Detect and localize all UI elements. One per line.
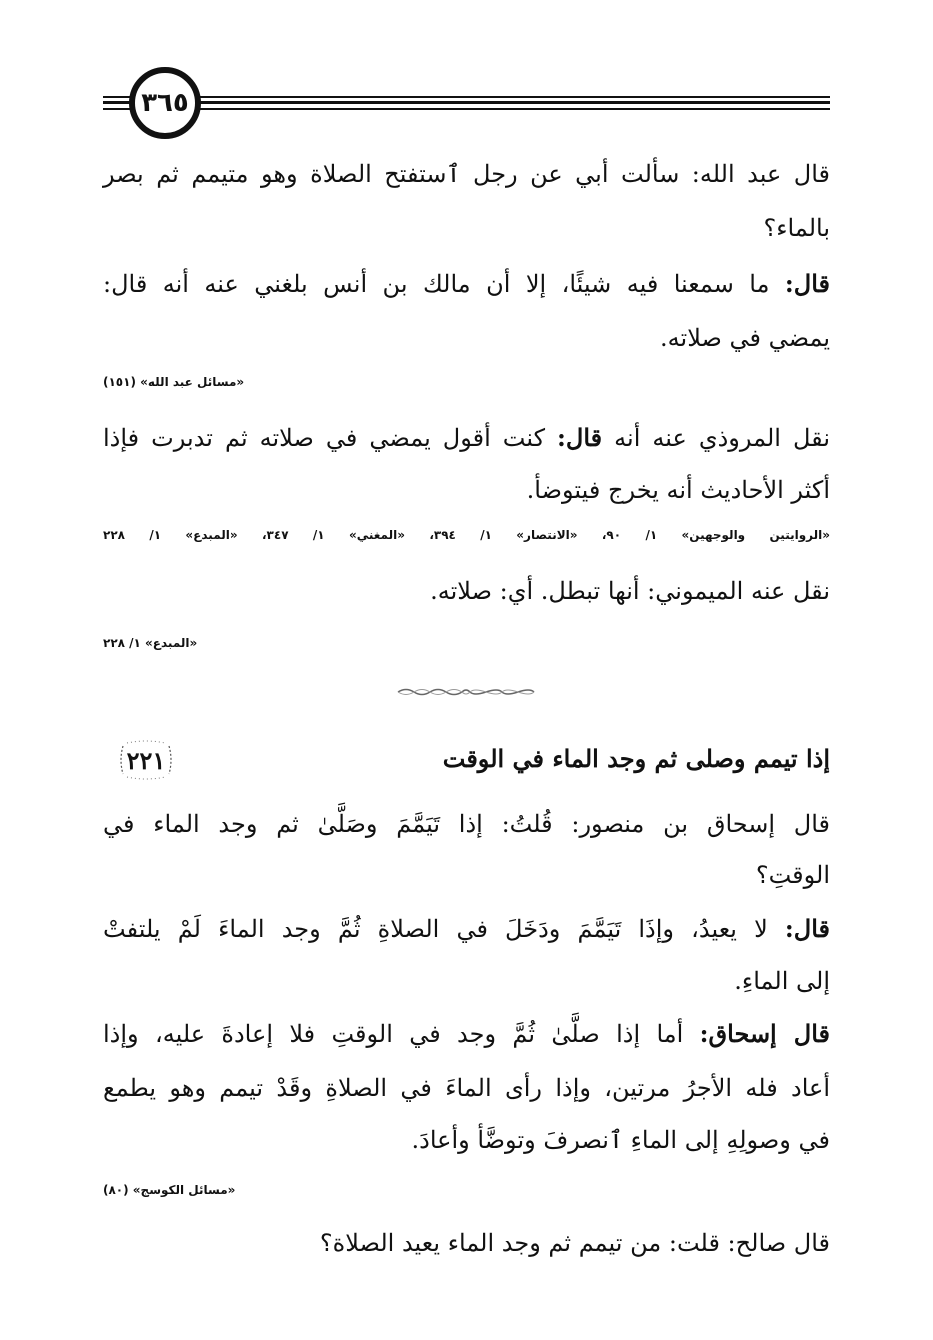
paragraph-text: نقل المروذي عنه أنه: [602, 424, 830, 452]
paragraph-line: نقل عنه الميموني: أنها تبطل. أي: صلاته.: [430, 577, 830, 605]
paragraph-line: في وصولِهِ إلى الماءِ ٱنصرفَ وتوضَّأ وأعادَ.: [411, 1126, 830, 1154]
paragraph-line: قال إسحاق بن منصور: قُلتُ: إذا تَيَمَّمَ وصَلَّىٰ ثم وجد الماء في: [103, 810, 830, 838]
header-rule-top: [103, 96, 830, 98]
header-rule-middle: [103, 101, 830, 104]
paragraph-line: الوقتِ؟: [755, 861, 830, 889]
chapter-number-badge: [117, 740, 175, 780]
paragraph-line: [103, 422, 830, 454]
speaker-label: قال:: [784, 914, 830, 943]
paragraph-line: [103, 268, 830, 300]
speaker-label: قال إسحاق:: [699, 1019, 831, 1048]
paragraph-text: أما إذا صلَّىٰ ثُمَّ وجد في الوقتِ فلا إعادةَ عليه، وإذا: [103, 1020, 700, 1048]
paragraph-line: قال صالح: قلت: من تيمم ثم وجد الماء يعيد الصلاة؟: [319, 1229, 830, 1257]
paragraph-line: بالماء؟: [763, 214, 830, 242]
paragraph-line: [103, 1018, 830, 1050]
source-citation: «المبدع» ١/ ٢٢٨: [103, 636, 198, 650]
speaker-label: قال:: [557, 423, 603, 452]
paragraph-line: أكثر الأحاديث أنه يخرج فيتوضأ.: [526, 476, 830, 504]
source-citation: «الروايتين والوجهين» ١/ ٩٠، «الانتصار» ١/ ٣٩٤، «المغني» ١/ ٣٤٧، «المبدع» ١/ ٢٢٨: [103, 528, 831, 542]
paragraph-text: لا يعيدُ، وإذَا تَيَمَّمَ ودَخَلَ في الصلاةِ ثُمَّ وجد الماءَ لَمْ يلتفتْ: [103, 915, 785, 943]
source-citation: «مسائل عبد الله» (١٥١): [103, 375, 245, 389]
paragraph-line: أعاد فله الأجرُ مرتين، وإذا رأى الماءَ في الصلاةِ وقَدْ تيمم وهو يطمع: [103, 1074, 830, 1102]
paragraph-line: إلى الماءِ.: [734, 967, 830, 995]
page-number: ٣٦٥: [129, 67, 201, 139]
paragraph-line: قال عبد الله: سألت أبي عن رجل ٱستفتح الصلاة وهو متيمم ثم بصر: [103, 160, 830, 188]
paragraph-text: ما سمعنا فيه شيئًا، إلا أن مالك بن أنس بلغني عنه أنه قال:: [103, 270, 785, 298]
chapter-number: ٢٢١: [126, 745, 166, 775]
ornament-divider: [396, 686, 536, 698]
paragraph-line: يمضي في صلاته.: [660, 324, 830, 352]
chapter-title: إذا تيمم وصلى ثم وجد الماء في الوقت: [442, 744, 830, 773]
header-rule-bottom: [103, 108, 830, 110]
speaker-label: قال:: [784, 269, 830, 298]
paragraph-text: كنت أقول يمضي في صلاته ثم تدبرت فإذا: [103, 424, 558, 452]
source-citation: «مسائل الكوسج» (٨٠): [103, 1183, 236, 1197]
paragraph-line: [103, 913, 830, 945]
